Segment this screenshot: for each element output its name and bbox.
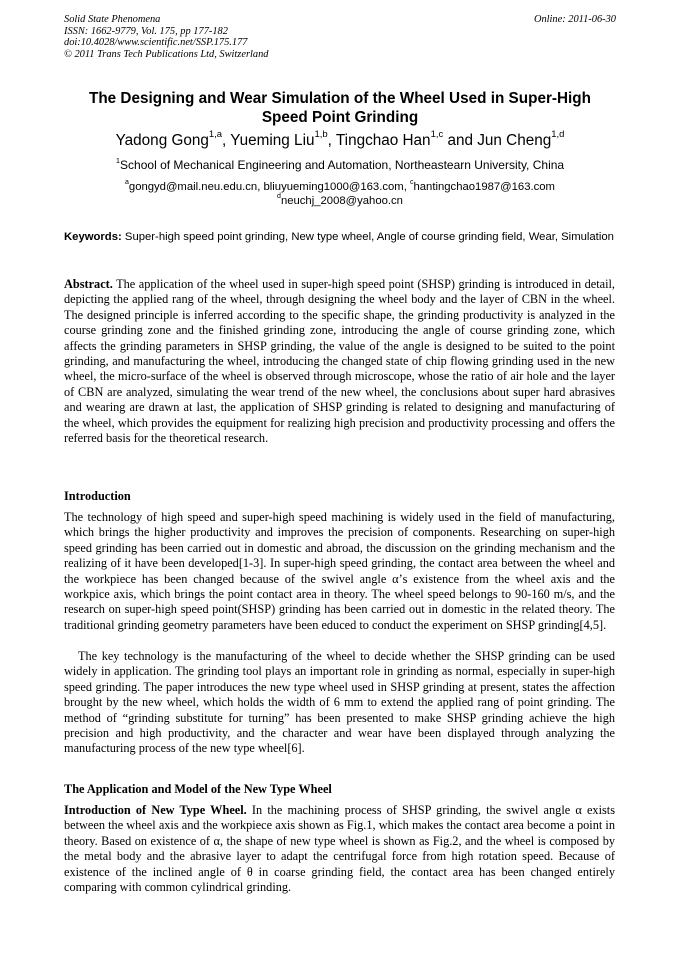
author-sep: and (443, 132, 478, 149)
paper-title: The Designing and Wear Simulation of the Wheel Used in Super-High Speed Point Grinding (88, 90, 591, 126)
author-name: Jun Cheng (477, 132, 552, 149)
email-link[interactable]: hantingchao1987@163.com (413, 181, 555, 193)
keywords-label: Keywords: (64, 231, 122, 243)
section-heading-introduction: Introduction (64, 489, 131, 503)
affiliation-text: School of Mechanical Engineering and Automation, Northeastearn University, China (120, 158, 565, 172)
section-heading-application: The Application and Model of the New Type Wheel (64, 782, 332, 796)
author-sup: 1,d (551, 129, 565, 141)
author-sup: 1,c (430, 129, 444, 141)
subsection-label: Introduction of New Type Wheel. (64, 803, 247, 817)
application-paragraph (64, 803, 615, 895)
journal-copyright: © 2011 Trans Tech Publications Ltd, Switzerland (64, 48, 269, 60)
email-link[interactable]: bliuyueming1000@163.com, (263, 181, 410, 193)
intro-paragraph-1: The technology of high speed and super-high speed machining is widely used in the field of manufacturing, which brings the higher productivity and improves the precision of components. Researching on super-high speed grinding has been carried out in domestic and abroad, the discussion on the grinding mechanism and the realizing of it have been developed[1-3]. In super-high speed grinding, the contact area between the wheel and the workpiece has been changed because of the swivel angle α’s existence from the wheel axis and the workpice axis, which brings the point contact area in theory. The wheel speed belongs to 90-160 m/s, and the research on super-high speed point(SHSP) grinding has been carried out in domestic in the related theory. The traditional grinding geometry parameters have been educed to conduct the experiment on SHSP grinding[4,5]. (64, 510, 615, 632)
author-sep: , (222, 132, 231, 149)
application-text: In the machining process of SHSP grinding, the swivel angle α exists between the wheel axis and the workpiece axis shown as Fig.1, which makes the contact area become a point in theory. Based on existence of α, the shape of new type wheel is shown as Fig.2, and the wheel is composed by the metal body and the abrasive layer to adapt the centrifugal force from high rotation speed. Because of existence of the inclined angle of θ in coarse grinding field, the contact area has been changed entirely comparing with common cylindrical grinding. (64, 803, 615, 895)
author-sup: 1,b (314, 129, 328, 141)
intro-paragraph-2: The key technology is the manufacturing of the wheel to decide whether the SHSP grinding can be used widely in application. The grinding tool plays an important role in grinding as normal, especially in super-high speed grinding. The paper introduces the new type wheel used in SHSP grinding at present, states the affection brought by the new wheel, which holds the width of 6 mm to extend the applied rang of point grinding. The method of “grinding substitute for turning” has been presented to make SHSP grinding achieve the high precision and high productivity, and the character and wear have been displayed through analyzing the manufacturing process of the new type wheel[6]. (64, 649, 615, 756)
email-link[interactable]: neuchj_2008@yahoo.cn (280, 195, 403, 208)
abstract-label: Abstract. (64, 277, 113, 291)
email-line (64, 194, 616, 208)
journal-doi: doi:10.4028/www.scientific.net/SSP.175.177 (64, 37, 248, 49)
email-sup: d (277, 193, 281, 201)
abstract-paragraph (64, 277, 615, 446)
email-sup: a (125, 179, 129, 187)
author-list (64, 129, 616, 150)
keywords-text: Super-high speed point grinding, New type wheel, Angle of course grinding field, Wear, Simulation (124, 231, 614, 243)
online-date: Online: 2011-06-30 (533, 14, 616, 25)
journal-issn: ISSN: 1662-9779, Vol. 175, pp 177-182 (64, 25, 228, 37)
email-line (64, 180, 616, 194)
journal-header (64, 14, 616, 60)
affiliation (64, 155, 616, 173)
author-name: Yadong Gong (115, 132, 209, 149)
author-sup: 1,a (208, 129, 223, 141)
email-list (64, 180, 616, 208)
journal-name: Solid State Phenomena (64, 14, 161, 25)
abstract-text: The application of the wheel used in super-high speed point (SHSP) grinding is introduced in detail, depicting the applied rang of the wheel, through designing the wheel body and the layer of CBN in the wheel. The designed principle is inferred according to the specific shape, the grinding productivity is analyzed in the course grinding zone and the finished grinding zone, introducing the angle of course grinding zone, which affects the grinding parameters in SHSP grinding, the value of the angle is designed to be suited to the point grinding, and manufacturing the wheel, introducing the changed state of chip flowing grinding used in the new wheel, the micro-surface of the wheel is observed through microscope, whose the ratio of air hole and the layer of CBN are analyzed, simulating the wear trend of the new wheel, the conclusions about super hard abrasives and wearing are drawn at last, the application of SHSP grinding is related to designing and manufacturing of the wheel, which provides the equipment for realizing high precision and productivity processing and offers the referred basis for the theoretical research. (64, 277, 615, 446)
affiliation-sup: 1 (115, 155, 121, 165)
author-sep: , (327, 132, 336, 149)
keywords-block (64, 230, 616, 245)
author-name: Tingchao Han (335, 132, 431, 149)
author-name: Yueming Liu (230, 132, 315, 149)
email-link[interactable]: gongyd@mail.neu.edu.cn, (128, 181, 264, 193)
email-sup: c (409, 179, 414, 187)
